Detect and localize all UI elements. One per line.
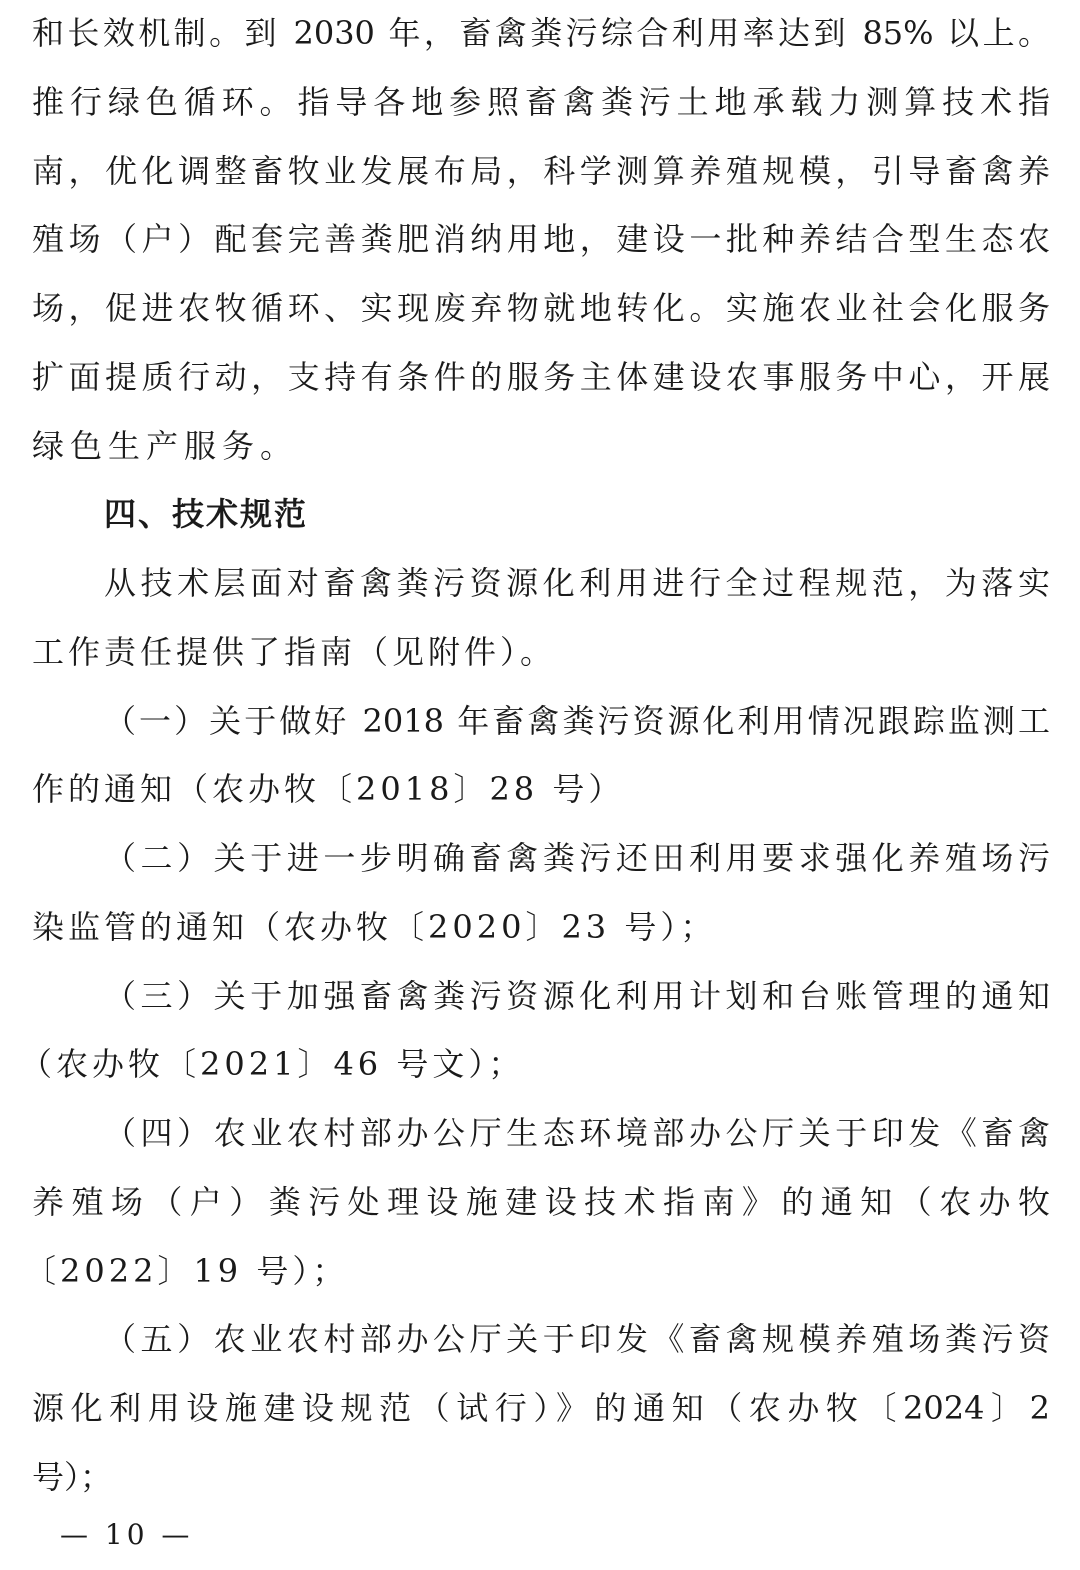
reference-item: （一）关于做好 2018 年畜禽粪污资源化利用情况跟踪监测工 (104, 702, 1050, 740)
paragraph-line: 工作责任提供了指南（见附件）。 (32, 633, 557, 671)
paragraph-line: 推行绿色循环。指导各地参照畜禽粪污土地承载力测算技术指 (32, 83, 1050, 121)
paragraph-line: 南，优化调整畜牧业发展布局，科学测算养殖规模，引导畜禽养 (32, 152, 1050, 190)
reference-item: 染监管的通知（农办牧〔2020〕23 号）； (32, 908, 717, 946)
paragraph-line: 殖场（户）配套完善粪肥消纳用地，建设一批种养结合型生态农 (32, 220, 1050, 258)
paragraph-line: 场，促进农牧循环、实现废弃物就地转化。实施农业社会化服务 (32, 289, 1050, 327)
reference-item: （五）农业农村部办公厅关于印发《畜禽规模养殖场粪污资 (104, 1320, 1050, 1358)
reference-item: 作的通知（农办牧〔2018〕28 号） (32, 770, 625, 808)
paragraph-line: 绿色生产服务。 (32, 427, 299, 465)
paragraph-line: 从技术层面对畜禽粪污资源化利用进行全过程规范，为落实 (104, 564, 1050, 602)
reference-item: 〔2022〕19 号）； (24, 1252, 349, 1290)
reference-item: （四）农业农村部办公厅生态环境部办公厅关于印发《畜禽 (104, 1114, 1050, 1152)
paragraph-line: 和长效机制。到 2030 年，畜禽粪污综合利用率达到 85% 以上。 (32, 14, 1050, 52)
reference-item: （农办牧〔2021〕46 号文）； (20, 1045, 525, 1083)
reference-item: （三）关于加强畜禽粪污资源化利用计划和台账管理的通知 (104, 977, 1050, 1015)
page-number: — 10 — (60, 1518, 194, 1551)
paragraph-line: 扩面提质行动，支持有条件的服务主体建设农事服务中心，开展 (32, 358, 1050, 396)
reference-item: （二）关于进一步明确畜禽粪污还田利用要求强化养殖场污 (104, 839, 1050, 877)
reference-item: 号）； (32, 1458, 113, 1496)
section-heading: 四、技术规范 (104, 495, 309, 533)
reference-item: 源化利用设施建设规范（试行）》的通知（农办牧〔2024〕2 (32, 1389, 1050, 1427)
reference-item: 养殖场（户）粪污处理设施建设技术指南》的通知（农办牧 (32, 1183, 1050, 1221)
